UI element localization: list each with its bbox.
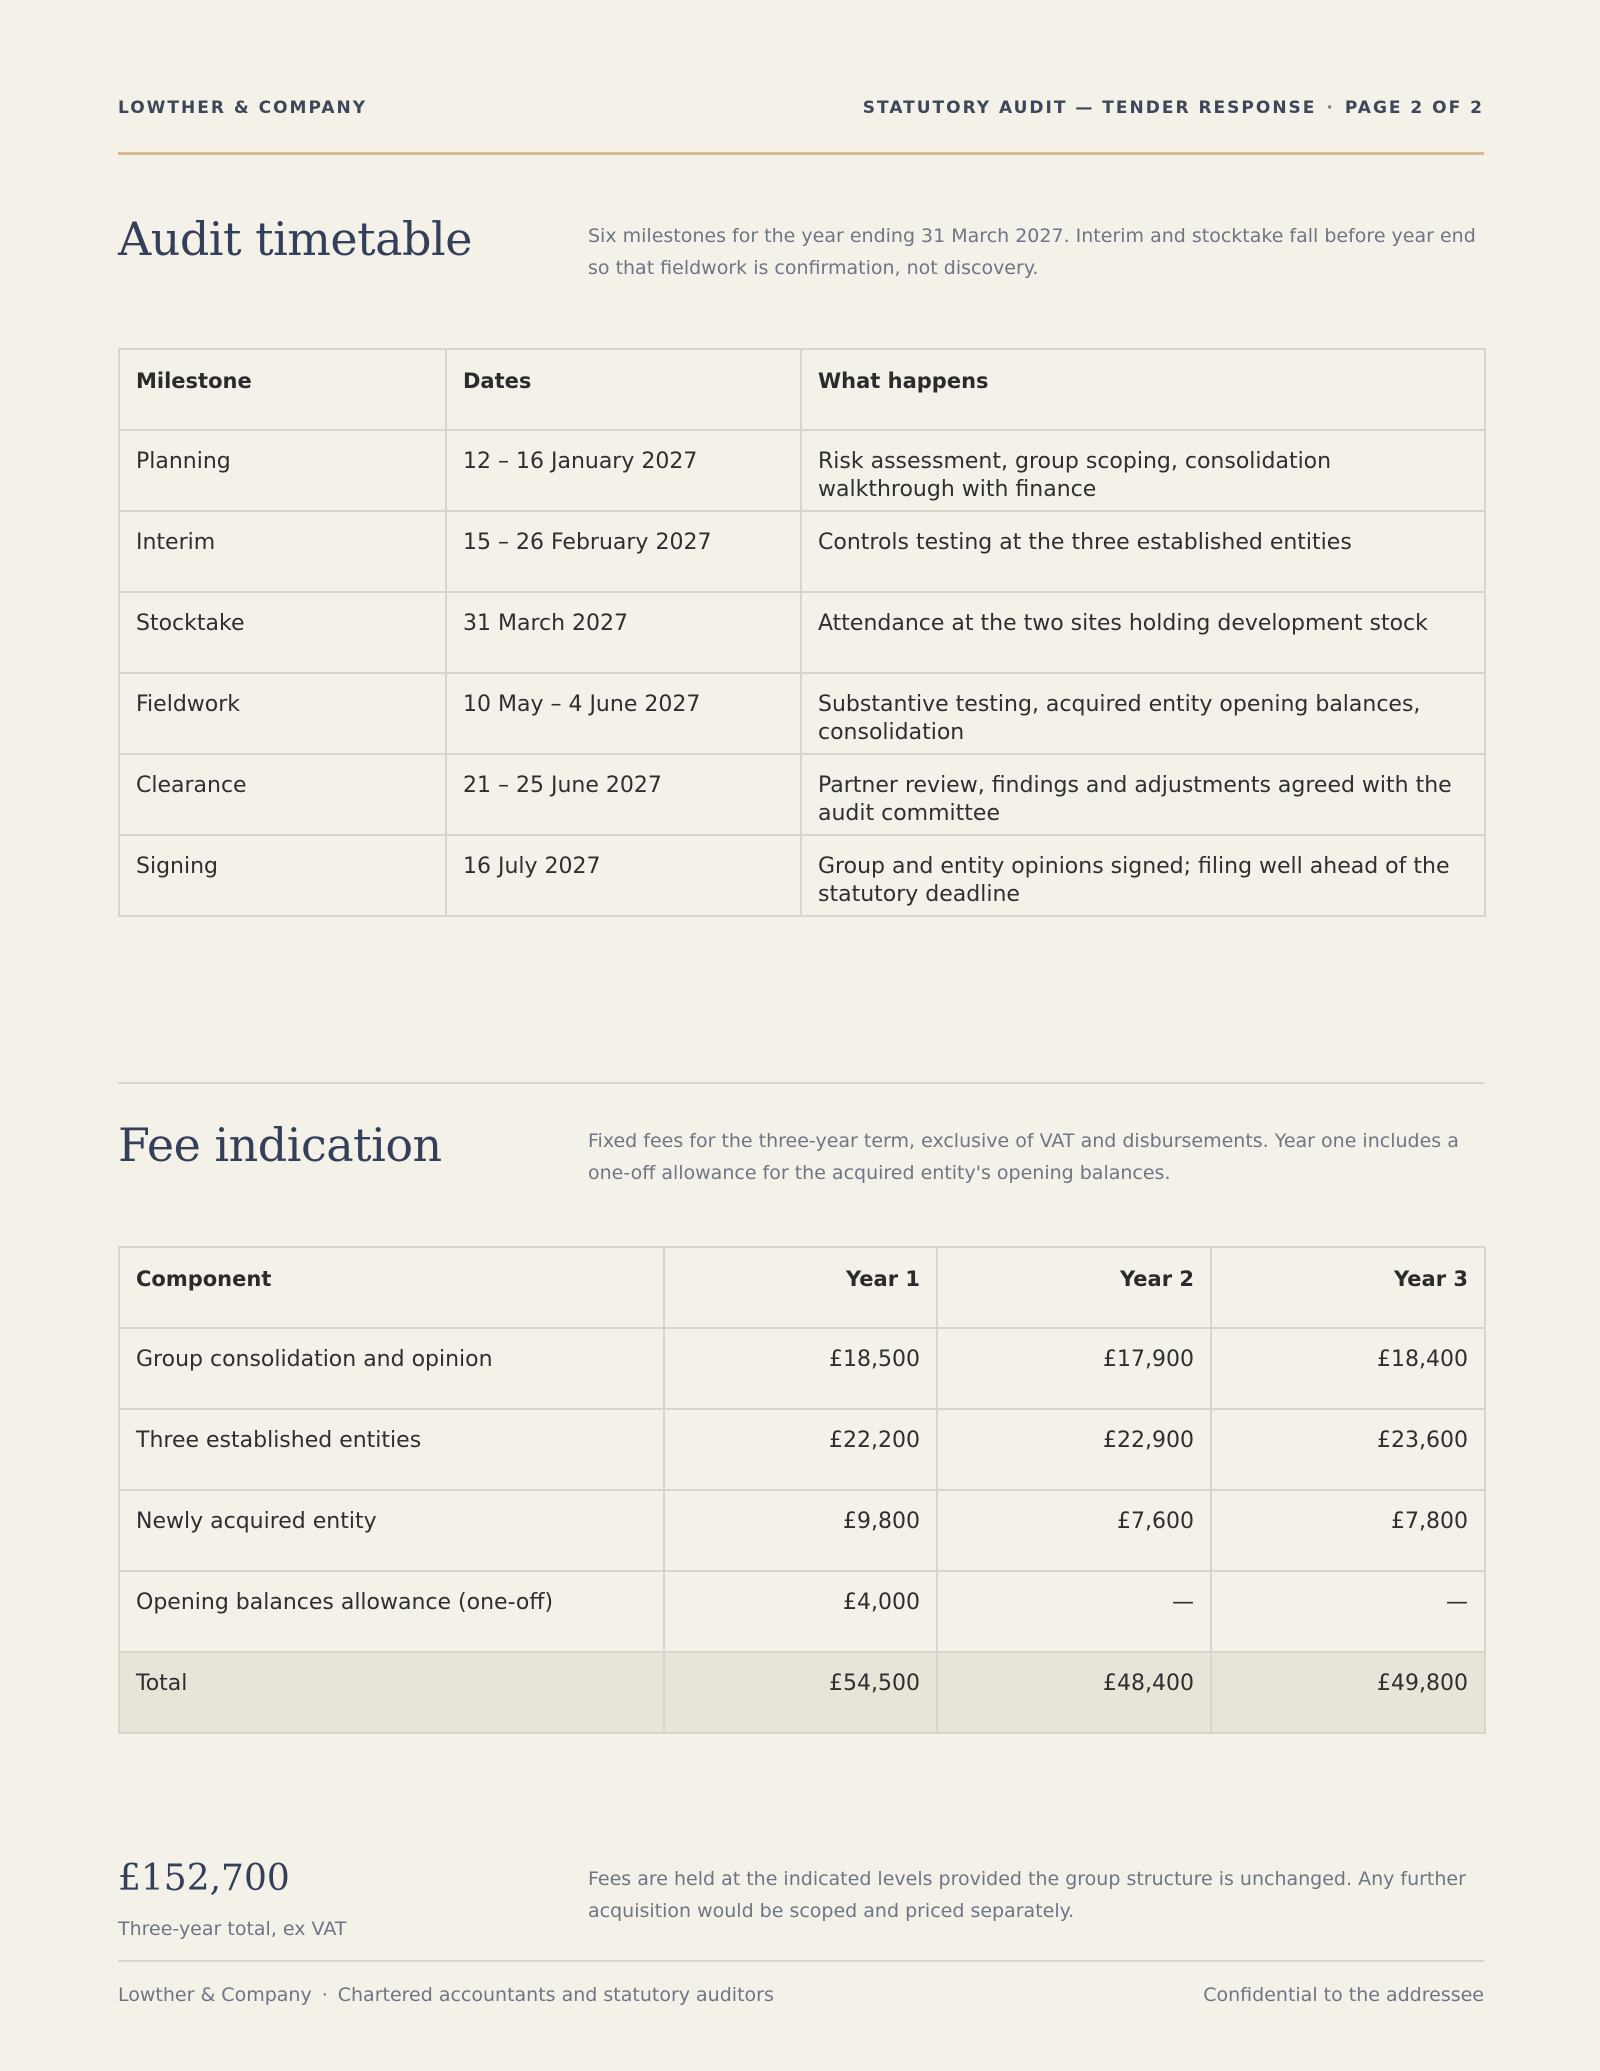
table-row — [119, 430, 1485, 511]
fee-cell: £4,000 — [664, 1571, 937, 1652]
table-row — [119, 511, 1485, 592]
table-header-row — [119, 349, 1485, 430]
dates-cell: 10 May – 4 June 2027 — [446, 673, 801, 754]
total-cell: £48,400 — [937, 1652, 1211, 1733]
timetable-table — [118, 348, 1486, 917]
component-cell: Opening balances allowance (one-off) — [119, 1571, 664, 1652]
column-header: Component — [119, 1247, 664, 1328]
header-separator: · — [1326, 98, 1335, 118]
footer-firm: Lowther & Company — [118, 1984, 312, 2006]
column-header: Year 2 — [937, 1247, 1211, 1328]
total-row — [119, 1652, 1485, 1733]
timetable-description: Six milestones for the year ending 31 March 2027. Interim and stocktake fall before year end so that fieldwork is confirmation, not discovery. — [588, 225, 1476, 279]
footer-tagline: Chartered accountants and statutory auditors — [337, 1984, 774, 2006]
total-cell: £54,500 — [664, 1652, 937, 1733]
milestone-cell: Signing — [119, 835, 446, 916]
footer-divider — [118, 1960, 1484, 1962]
column-header: Milestone — [119, 349, 446, 430]
description-cell: Attendance at the two sites holding development stock — [801, 592, 1485, 673]
fee-cell: £22,200 — [664, 1409, 937, 1490]
header-right — [863, 98, 1484, 118]
table-row — [119, 592, 1485, 673]
fee-cell: £7,600 — [937, 1490, 1211, 1571]
section-divider — [118, 1082, 1484, 1084]
fee-cell: £9,800 — [664, 1490, 937, 1571]
description-cell: Partner review, findings and adjustments agreed with the audit committee — [801, 754, 1485, 835]
milestone-cell: Fieldwork — [119, 673, 446, 754]
page-number: PAGE 2 OF 2 — [1344, 98, 1484, 118]
column-header: What happens — [801, 349, 1485, 430]
fee-cell: £17,900 — [937, 1328, 1211, 1409]
component-cell: Three established entities — [119, 1409, 664, 1490]
total-cell: £49,800 — [1211, 1652, 1485, 1733]
table-row — [119, 1328, 1485, 1409]
fees-table — [118, 1246, 1486, 1734]
column-header: Dates — [446, 349, 801, 430]
dates-cell: 21 – 25 June 2027 — [446, 754, 801, 835]
column-header: Year 1 — [664, 1247, 937, 1328]
grand-total-label: Three-year total, ex VAT — [118, 1918, 347, 1940]
fee-cell: £18,500 — [664, 1328, 937, 1409]
fee-cell: £18,400 — [1211, 1328, 1485, 1409]
dates-cell: 15 – 26 February 2027 — [446, 511, 801, 592]
description-cell: Substantive testing, acquired entity opening balances, consolidation — [801, 673, 1485, 754]
timetable-title: Audit timetable — [118, 212, 472, 266]
fee-cell: £7,800 — [1211, 1490, 1485, 1571]
milestone-cell: Clearance — [119, 754, 446, 835]
table-row — [119, 1409, 1485, 1490]
document-title: STATUTORY AUDIT — TENDER RESPONSE — [862, 98, 1317, 118]
fees-description: Fixed fees for the three-year term, exclusive of VAT and disbursements. Year one includes a one-off allowance for the acquired entity's opening balances. — [588, 1130, 1459, 1184]
table-row — [119, 835, 1485, 916]
milestone-cell: Planning — [119, 430, 446, 511]
fee-cell: £22,900 — [937, 1409, 1211, 1490]
grand-total: £152,700 — [118, 1858, 290, 1899]
table-row — [119, 1571, 1485, 1652]
footer-left — [118, 1984, 774, 2006]
footer-separator: · — [321, 1984, 328, 2006]
table-row — [119, 754, 1485, 835]
description-cell: Group and entity opinions signed; filing well ahead of the statutory deadline — [801, 835, 1485, 916]
fee-cell: — — [1211, 1571, 1485, 1652]
table-row — [119, 1490, 1485, 1571]
total-label-cell: Total — [119, 1652, 664, 1733]
firm-name: LOWTHER & COMPANY — [118, 98, 368, 118]
fees-note: Fees are held at the indicated levels provided the group structure is unchanged. Any further acquisition would be scoped and priced separately. — [588, 1868, 1466, 1922]
component-cell: Newly acquired entity — [119, 1490, 664, 1571]
page-header — [118, 98, 1484, 155]
column-header: Year 3 — [1211, 1247, 1485, 1328]
dates-cell: 31 March 2027 — [446, 592, 801, 673]
dates-cell: 12 – 16 January 2027 — [446, 430, 801, 511]
description-cell: Risk assessment, group scoping, consolidation walkthrough with finance — [801, 430, 1485, 511]
component-cell: Group consolidation and opinion — [119, 1328, 664, 1409]
milestone-cell: Stocktake — [119, 592, 446, 673]
fee-cell: — — [937, 1571, 1211, 1652]
dates-cell: 16 July 2027 — [446, 835, 801, 916]
table-row — [119, 673, 1485, 754]
table-header-row — [119, 1247, 1485, 1328]
fees-title: Fee indication — [118, 1118, 442, 1172]
confidential-notice: Confidential to the addressee — [1203, 1984, 1484, 2006]
fee-cell: £23,600 — [1211, 1409, 1485, 1490]
description-cell: Controls testing at the three established entities — [801, 511, 1485, 592]
milestone-cell: Interim — [119, 511, 446, 592]
page-footer — [118, 1984, 1484, 2006]
